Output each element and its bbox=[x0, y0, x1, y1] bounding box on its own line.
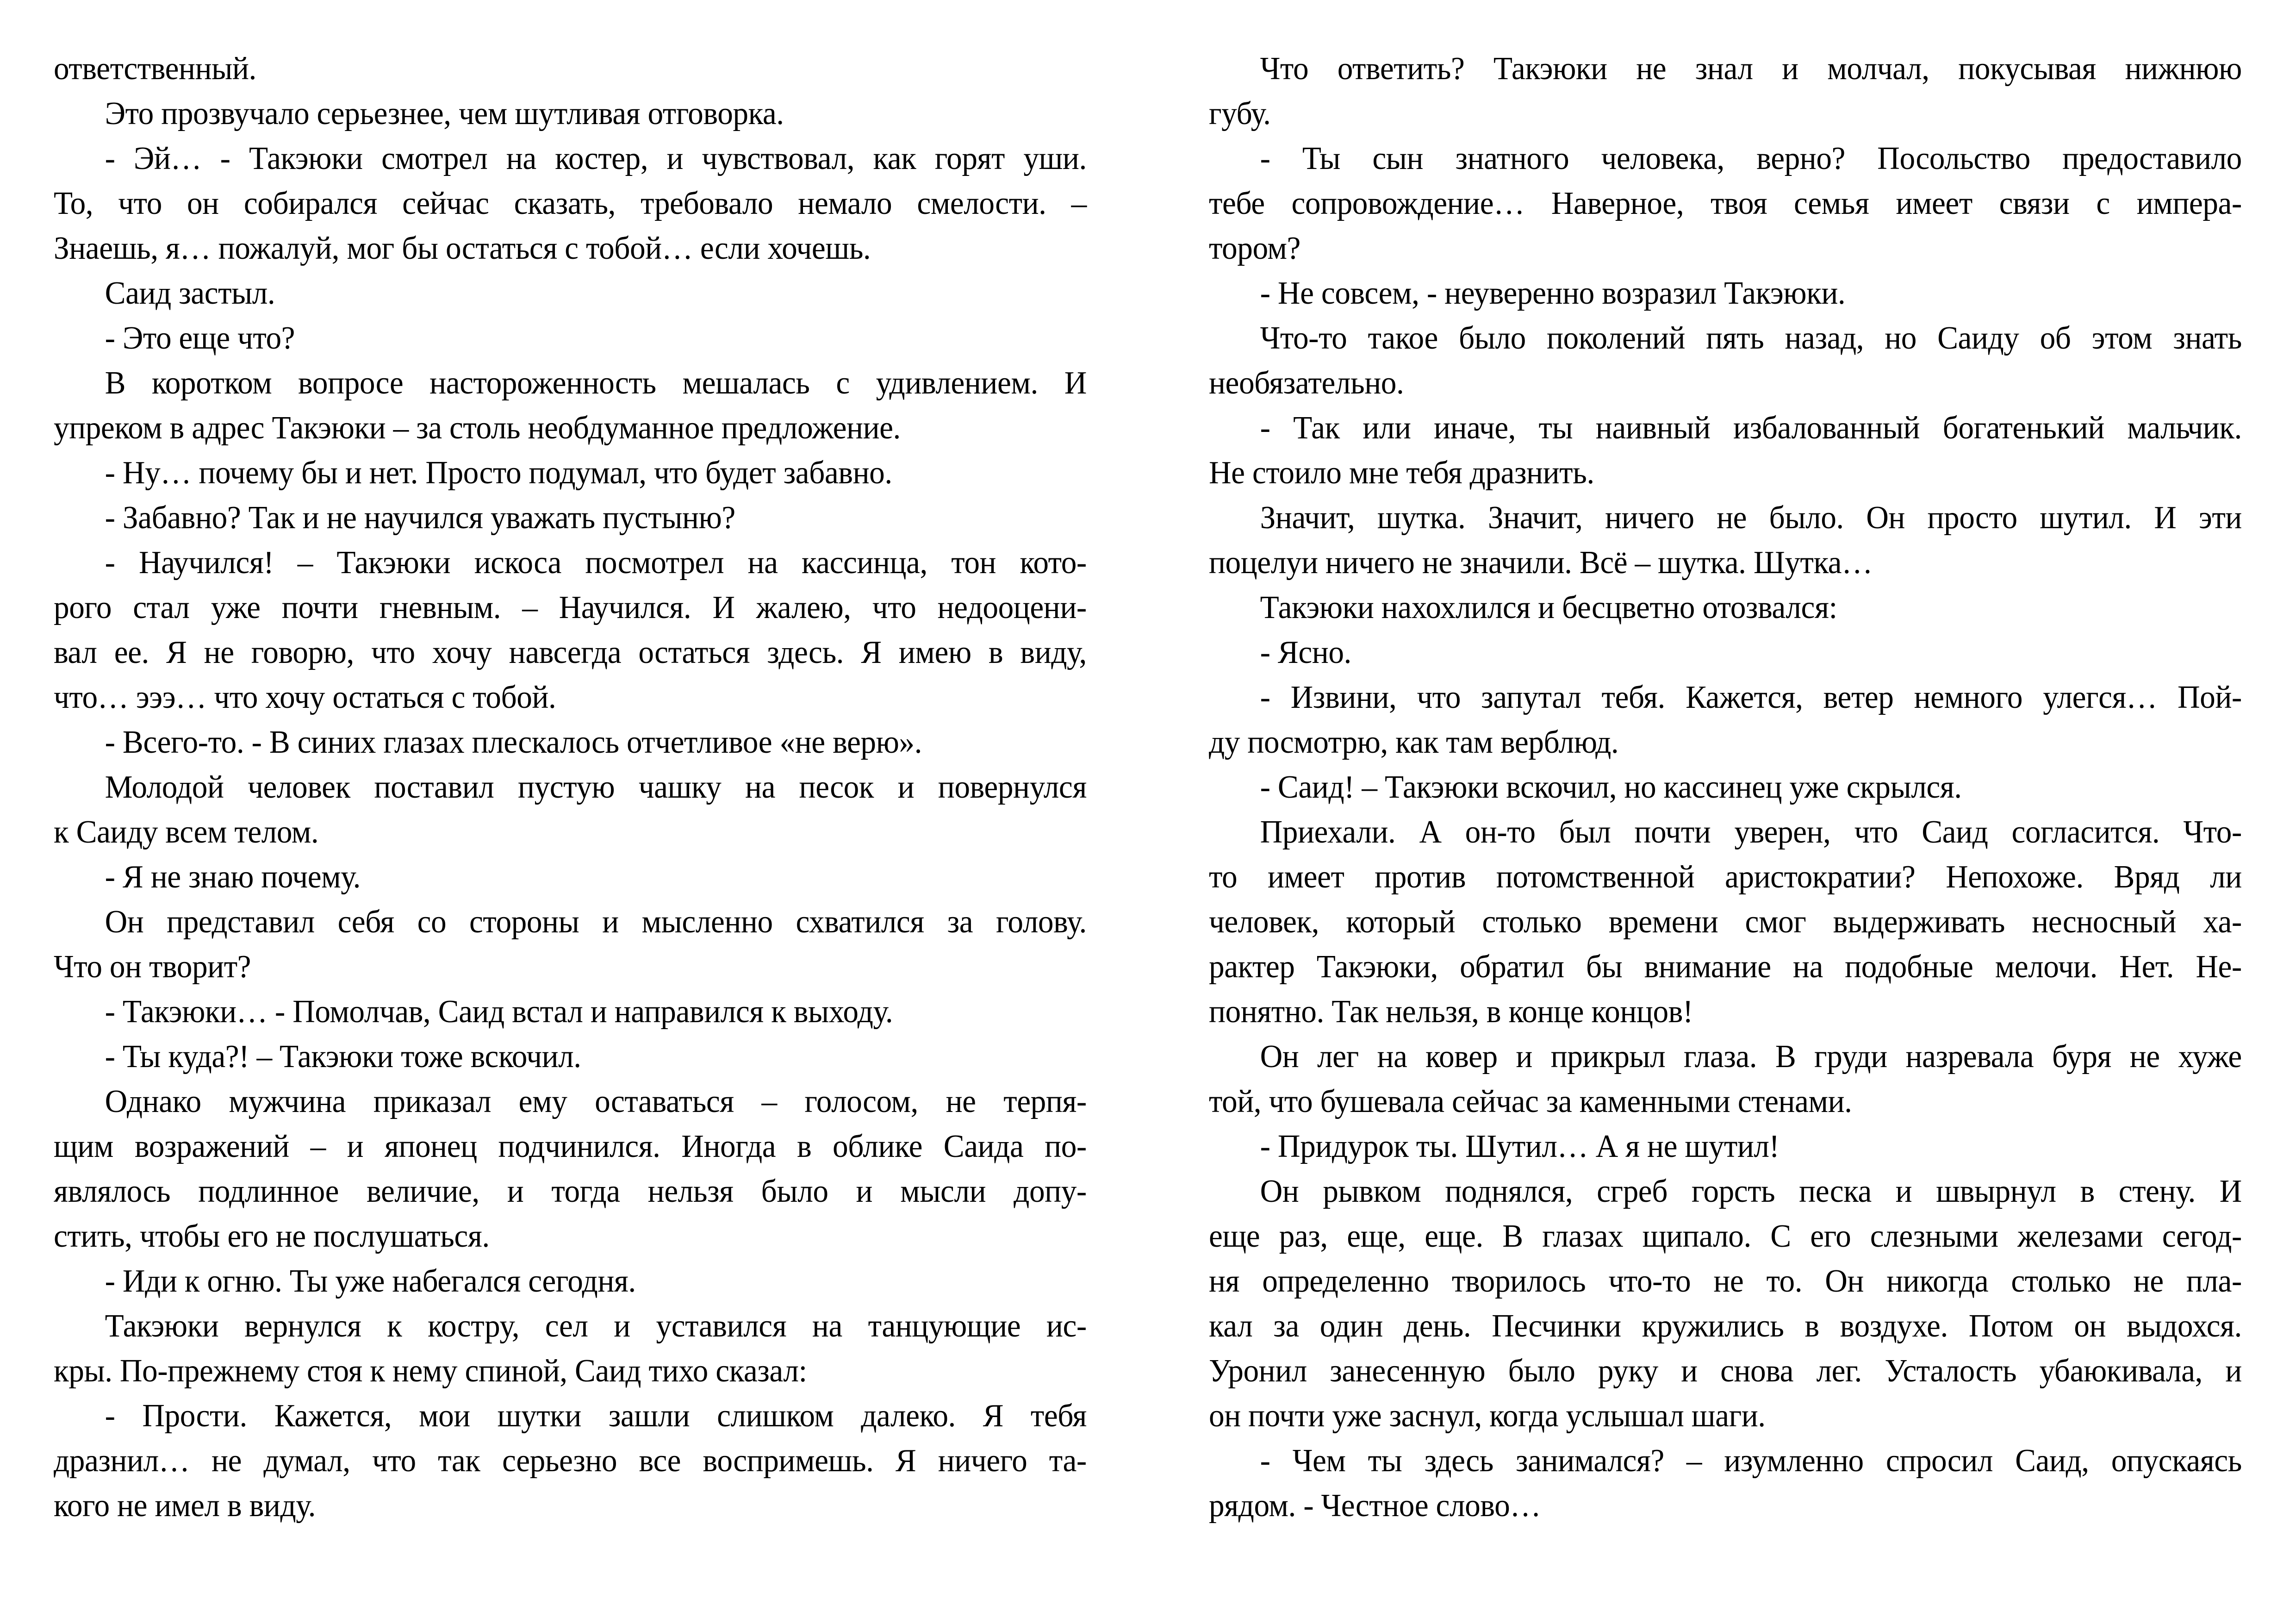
text-line: рядом. - Честное слово… bbox=[1209, 1488, 1541, 1524]
text-line: Приехали. А он-то был почти уверен, что Саид согласится. Что- bbox=[1260, 814, 2242, 850]
text-line: - Придурок ты. Шутил… А я не шутил! bbox=[1260, 1129, 1780, 1164]
text-line: упреком в адрес Такэюки – за столь необдуманное предложение. bbox=[54, 410, 901, 446]
text-line: Уронил занесенную было руку и снова лег. Усталость убаюкивала, и bbox=[1209, 1353, 2242, 1389]
text-line: Он лег на ковер и прикрыл глаза. В груди назревала буря не хуже bbox=[1260, 1039, 2242, 1074]
text-line: Что он творит? bbox=[54, 949, 251, 985]
text-line: - Такэюки… - Помолчав, Саид встал и направился к выходу. bbox=[105, 994, 893, 1030]
text-line: Знаешь, я… пожалуй, мог бы остаться с тобой… если хочешь. bbox=[54, 231, 871, 266]
text-line: Он представил себя со стороны и мысленно схватился за голову. bbox=[105, 904, 1087, 940]
text-line: необязательно. bbox=[1209, 365, 1404, 401]
text-line: - Ясно. bbox=[1260, 635, 1351, 670]
text-line: Такэюки нахохлился и бесцветно отозвался: bbox=[1260, 590, 1837, 625]
text-column-left bbox=[54, 46, 1087, 1528]
text-column-right bbox=[1209, 46, 2242, 1528]
text-line: дразнил… не думал, что так серьезно все воспримешь. Я ничего та- bbox=[54, 1443, 1087, 1479]
text-line: - Чем ты здесь занимался? – изумленно спросил Саид, опускаясь bbox=[1260, 1443, 2242, 1479]
text-line: Значит, шутка. Значит, ничего не было. Он просто шутил. И эти bbox=[1260, 500, 2242, 536]
text-line: - Ты сын знатного человека, верно? Посольство предоставило bbox=[1260, 141, 2242, 176]
text-line: Молодой человек поставил пустую чашку на песок и повернулся bbox=[105, 769, 1087, 805]
text-line: что… эээ… что хочу остаться с тобой. bbox=[54, 680, 556, 715]
text-line: - Это еще что? bbox=[105, 320, 295, 356]
text-line: - Так или иначе, ты наивный избалованный богатенький мальчик. bbox=[1260, 410, 2242, 446]
text-line: еще раз, еще, еще. В глазах щипало. С его слезными железами сегод- bbox=[1209, 1218, 2242, 1254]
text-line: - Я не знаю почему. bbox=[105, 859, 361, 895]
text-line: - Саид! – Такэюки вскочил, но кассинец уже скрылся. bbox=[1260, 769, 1962, 805]
text-line: ответственный. bbox=[54, 51, 256, 87]
text-line: поцелуи ничего не значили. Всё – шутка. Шутка… bbox=[1209, 545, 1873, 581]
text-line: человек, который столько времени смог выдерживать несносный ха- bbox=[1209, 904, 2242, 940]
text-line: - Прости. Кажется, мои шутки зашли слишком далеко. Я тебя bbox=[105, 1398, 1087, 1434]
text-line: понятно. Так нельзя, в конце концов! bbox=[1209, 994, 1693, 1030]
text-line: - Ты куда?! – Такэюки тоже вскочил. bbox=[105, 1039, 581, 1074]
text-line: рого стал уже почти гневным. – Научился. И жалею, что недооцени- bbox=[54, 590, 1087, 625]
text-line: стить, чтобы его не послушаться. bbox=[54, 1218, 490, 1254]
text-line: губу. bbox=[1209, 96, 1271, 131]
text-line: - Эй… - Такэюки смотрел на костер, и чувствовал, как горят уши. bbox=[105, 141, 1087, 176]
text-line: Такэюки вернулся к костру, сел и уставился на танцующие ис- bbox=[105, 1308, 1087, 1344]
text-line: - Извини, что запутал тебя. Кажется, ветер немного улегся… Пой- bbox=[1260, 680, 2242, 715]
text-line: ня определенно творилось что-то не то. Он никогда столько не пла- bbox=[1209, 1263, 2242, 1299]
text-line: - Не совсем, - неуверенно возразил Такэюки. bbox=[1260, 275, 1846, 311]
text-line: тором? bbox=[1209, 231, 1300, 266]
text-line: кого не имел в виду. bbox=[54, 1488, 316, 1524]
text-line: В коротком вопросе настороженность мешалась с удивлением. И bbox=[105, 365, 1087, 401]
text-line: - Забавно? Так и не научился уважать пустыню? bbox=[105, 500, 735, 536]
text-line: - Ну… почему бы и нет. Просто подумал, что будет забавно. bbox=[105, 455, 892, 491]
text-line: то имеет против потомственной аристократии? Непохоже. Вряд ли bbox=[1209, 859, 2242, 895]
text-line: - Всего-то. - В синих глазах плескалось отчетливое «не верю». bbox=[105, 725, 922, 760]
text-line: - Научился! – Такэюки искоса посмотрел на кассинца, тон кото- bbox=[105, 545, 1087, 581]
text-line: являлось подлинное величие, и тогда нельзя было и мысли допу- bbox=[54, 1174, 1087, 1209]
text-line: рактер Такэюки, обратил бы внимание на подобные мелочи. Нет. Не- bbox=[1209, 949, 2242, 985]
text-line: Однако мужчина приказал ему оставаться – голосом, не терпя- bbox=[105, 1084, 1087, 1119]
text-line: Что-то такое было поколений пять назад, но Саиду об этом знать bbox=[1260, 320, 2242, 356]
text-line: кры. По-прежнему стоя к нему спиной, Саид тихо сказал: bbox=[54, 1353, 807, 1389]
text-line: кал за один день. Песчинки кружились в воздухе. Потом он выдохся. bbox=[1209, 1308, 2242, 1344]
text-line: - Иди к огню. Ты уже набегался сегодня. bbox=[105, 1263, 636, 1299]
text-line: ду посмотрю, как там верблюд. bbox=[1209, 725, 1619, 760]
text-line: Он рывком поднялся, сгреб горсть песка и швырнул в стену. И bbox=[1260, 1174, 2242, 1209]
text-line: щим возражений – и японец подчинился. Иногда в облике Саида по- bbox=[54, 1129, 1087, 1164]
text-line: к Саиду всем телом. bbox=[54, 814, 319, 850]
text-line: То, что он собирался сейчас сказать, требовало немало смелости. – bbox=[54, 186, 1087, 221]
text-line: он почти уже заснул, когда услышал шаги. bbox=[1209, 1398, 1766, 1434]
text-line: Не стоило мне тебя дразнить. bbox=[1209, 455, 1594, 491]
text-line: Это прозвучало серьезнее, чем шутливая отговорка. bbox=[105, 96, 784, 131]
text-line: той, что бушевала сейчас за каменными стенами. bbox=[1209, 1084, 1852, 1119]
text-line: тебе сопровождение… Наверное, твоя семья имеет связи с импера- bbox=[1209, 186, 2242, 221]
text-line: Саид застыл. bbox=[105, 275, 275, 311]
text-line: вал ее. Я не говорю, что хочу навсегда остаться здесь. Я имею в виду, bbox=[54, 635, 1087, 670]
text-line: Что ответить? Такэюки не знал и молчал, покусывая нижнюю bbox=[1260, 51, 2242, 87]
